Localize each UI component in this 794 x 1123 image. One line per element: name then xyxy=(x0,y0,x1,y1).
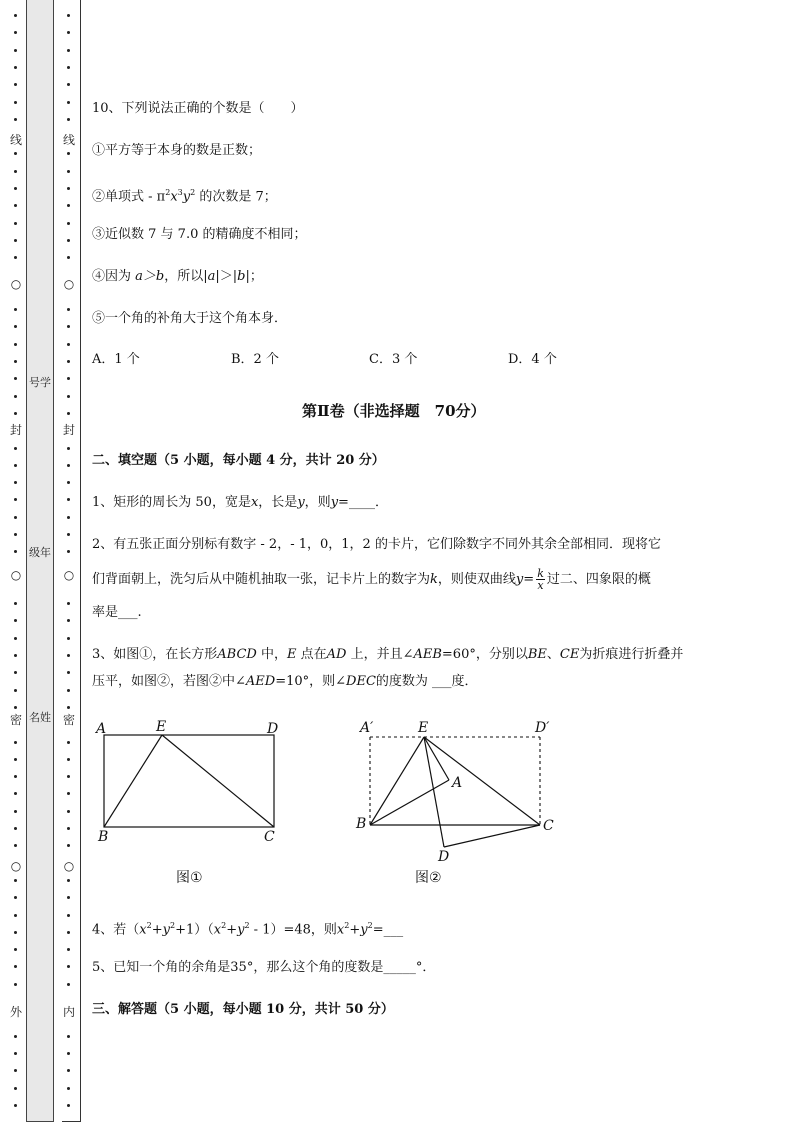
inner-mark-4: 密 xyxy=(62,713,75,727)
cut-line-dot xyxy=(67,152,70,155)
cut-line-dot xyxy=(14,931,17,934)
outer-mark-1: ○ xyxy=(10,277,22,291)
cut-line-dot xyxy=(67,844,70,847)
cut-line-dot xyxy=(67,792,70,795)
cut-line-dot xyxy=(14,222,17,225)
fill-question-3-line-1: 3、如图①，在长方形ABCD 中，E 点在AD 上，并且∠AEB=60°，分别以BE、CE为折痕进行折叠并 xyxy=(92,647,684,662)
cut-line-dot xyxy=(14,654,17,657)
margin-border-line xyxy=(80,0,81,1121)
choice-a[interactable]: A．1 个 xyxy=(92,352,140,367)
cut-line-dot xyxy=(14,689,17,692)
cut-line-dot xyxy=(14,741,17,744)
cut-line-dot xyxy=(14,516,17,519)
figure-1-rectangle xyxy=(92,715,292,845)
margin-bottom-tick xyxy=(62,1121,81,1122)
fig2-label-c: C xyxy=(543,818,554,834)
cut-line-dot xyxy=(67,619,70,622)
cut-line-dot xyxy=(14,412,17,415)
cut-line-dot xyxy=(14,844,17,847)
cut-line-dot xyxy=(67,602,70,605)
cut-line-dot xyxy=(67,654,70,657)
fig1-label-c: C xyxy=(264,829,275,845)
cut-line-dot xyxy=(67,14,70,17)
cut-line-dot xyxy=(14,49,17,52)
cut-line-dot xyxy=(67,948,70,951)
cut-line-dot xyxy=(67,533,70,536)
fig1-label-a: A xyxy=(96,721,107,737)
figure-2-folded-rectangle xyxy=(352,715,562,865)
cut-line-dot xyxy=(67,222,70,225)
cut-line-dot xyxy=(14,1069,17,1072)
fig1-label-d: D xyxy=(267,721,279,737)
cut-line-dot xyxy=(67,481,70,484)
cut-line-dot xyxy=(14,948,17,951)
fig2-label-e: E xyxy=(418,720,429,736)
cut-line-dot xyxy=(67,187,70,190)
choice-c[interactable]: C．3 个 xyxy=(369,352,418,367)
cut-line-dot xyxy=(67,343,70,346)
figure-1-caption: 图① xyxy=(176,870,203,886)
cut-line-dot xyxy=(67,412,70,415)
q10-statement-3: ③近似数 7 与 7.0 的精确度不相同； xyxy=(92,227,307,242)
cut-line-dot xyxy=(67,498,70,501)
cut-line-dot xyxy=(67,83,70,86)
label-grade: 级年 xyxy=(29,546,51,559)
inner-mark-5: ○ xyxy=(63,859,75,873)
cut-line-dot xyxy=(67,1104,70,1107)
segment-ab xyxy=(370,780,449,825)
cut-line-dot xyxy=(67,31,70,34)
cut-line-dot xyxy=(14,1035,17,1038)
fraction-k-over-x: $\frac{k}{x}$ xyxy=(537,567,544,592)
cut-line-dot xyxy=(67,447,70,450)
cut-line-dot xyxy=(14,118,17,121)
cut-line-dot xyxy=(67,395,70,398)
cut-line-dot xyxy=(67,931,70,934)
choice-d[interactable]: D．4 个 xyxy=(508,352,557,367)
q10-statement-2: ②单项式 - $\pi^2x^3y^2$ 的次数是 7； xyxy=(92,188,277,205)
cut-line-dot xyxy=(67,671,70,674)
segment-eb xyxy=(104,735,162,827)
cut-line-dot xyxy=(67,170,70,173)
cut-line-dot xyxy=(14,14,17,17)
inner-dotted-cut-line xyxy=(62,0,76,1123)
cut-line-dot xyxy=(14,879,17,882)
cut-line-dot xyxy=(14,464,17,467)
q10-statement-4: ④因为 a＞b，所以|a|＞|b|； xyxy=(92,269,263,284)
part-2-title: 第Ⅱ卷（非选择题 70分） xyxy=(302,402,486,420)
cut-line-dot xyxy=(67,689,70,692)
cut-line-dot xyxy=(67,464,70,467)
fill-question-2-line-1: 2、有五张正面分别标有数字 - 2，- 1，0，1，2 的卡片，它们除数字不同外其余全部相同．现将它 xyxy=(92,537,661,552)
gutter-gray-bar xyxy=(26,0,54,1122)
section-2-heading: 二、填空题（5 小题，每小题 4 分，共计 20 分） xyxy=(92,453,385,468)
cut-line-dot xyxy=(14,204,17,207)
outer-mark-4: 密 xyxy=(9,713,22,727)
fig2-label-a: A xyxy=(452,775,463,791)
cut-line-dot xyxy=(14,498,17,501)
cut-line-dot xyxy=(67,377,70,380)
cut-line-dot xyxy=(14,308,17,311)
cut-line-dot xyxy=(67,118,70,121)
cut-line-dot xyxy=(14,1104,17,1107)
cut-line-dot xyxy=(67,66,70,69)
cut-line-dot xyxy=(14,256,17,259)
cut-line-dot xyxy=(14,325,17,328)
cut-line-dot xyxy=(14,377,17,380)
cut-line-dot xyxy=(14,152,17,155)
cut-line-dot xyxy=(14,447,17,450)
cut-line-dot xyxy=(14,810,17,813)
q10-statement-5: ⑤一个角的补角大于这个角本身． xyxy=(92,311,288,326)
outer-mark-5: ○ xyxy=(10,859,22,873)
inner-mark-1: ○ xyxy=(63,277,75,291)
cut-line-dot xyxy=(14,187,17,190)
cut-line-dot xyxy=(67,204,70,207)
cut-line-dot xyxy=(67,1035,70,1038)
cut-line-dot xyxy=(14,550,17,553)
cut-line-dot xyxy=(67,706,70,709)
cut-line-dot xyxy=(14,1052,17,1055)
fill-question-1: 1、矩形的周长为 50，宽是x，长是y，则y=____． xyxy=(92,495,388,510)
cut-line-dot xyxy=(14,66,17,69)
cut-line-dot xyxy=(14,792,17,795)
fill-question-3-line-2: 压平，如图②，若图②中∠AED=10°，则∠DEC的度数为 ___度． xyxy=(92,674,478,689)
fig2-label-b: B xyxy=(356,816,367,832)
cut-line-dot xyxy=(67,1069,70,1072)
cut-line-dot xyxy=(67,758,70,761)
fig2-label-a-prime: A′ xyxy=(360,720,374,736)
inner-mark-0: 线 xyxy=(62,133,75,147)
fill-question-5: 5、已知一个角的余角是35°，那么这个角的度数是_____°． xyxy=(92,960,436,975)
cut-line-dot xyxy=(67,637,70,640)
cut-line-dot xyxy=(67,965,70,968)
fig2-label-d: D xyxy=(438,849,450,865)
cut-line-dot xyxy=(14,914,17,917)
fill-question-4: 4、若$(x^2+y^2+1)(x^2+y^2 - 1)=48$，则$x^2+y^2=\_\_\_$ xyxy=(92,921,404,938)
segment-dc xyxy=(444,825,540,847)
label-student-number: 号学 xyxy=(29,376,51,389)
cut-line-dot xyxy=(14,101,17,104)
binding-margin xyxy=(0,0,84,1123)
cut-line-dot xyxy=(14,983,17,986)
cut-line-dot xyxy=(14,83,17,86)
cut-line-dot xyxy=(14,602,17,605)
cut-line-dot xyxy=(14,360,17,363)
cut-line-dot xyxy=(67,49,70,52)
fill-question-2-line-3: 率是___. xyxy=(92,605,142,620)
q10-stem: 10、下列说法正确的个数是（ ） xyxy=(92,101,304,116)
cut-line-dot xyxy=(14,827,17,830)
cut-line-dot xyxy=(14,170,17,173)
cut-line-dot xyxy=(67,879,70,882)
cut-line-dot xyxy=(14,619,17,622)
cut-line-dot xyxy=(14,395,17,398)
fill-question-2-line-2: 们背面朝上，洗匀后从中随机抽取一张，记卡片上的数字为k，则使双曲线y= $\frac{k}{x}$ 过二、四象限的概 xyxy=(92,567,651,592)
cut-line-dot xyxy=(14,671,17,674)
cut-line-dot xyxy=(14,533,17,536)
segment-eb xyxy=(370,737,424,825)
cut-line-dot xyxy=(67,239,70,242)
inner-mark-2: 封 xyxy=(62,423,75,437)
section-3-heading: 三、解答题（5 小题，每小题 10 分，共计 50 分） xyxy=(92,1002,394,1017)
fig1-label-b: B xyxy=(98,829,109,845)
cut-line-dot xyxy=(14,965,17,968)
inner-mark-6: 内 xyxy=(62,1005,75,1019)
cut-line-dot xyxy=(67,325,70,328)
outer-mark-0: 线 xyxy=(9,133,22,147)
cut-line-dot xyxy=(67,741,70,744)
fig2-label-d-prime: D′ xyxy=(535,720,550,736)
cut-line-dot xyxy=(14,239,17,242)
cut-line-dot xyxy=(14,31,17,34)
cut-line-dot xyxy=(67,775,70,778)
cut-line-dot xyxy=(67,1052,70,1055)
fig1-label-e: E xyxy=(156,719,167,735)
label-name: 名姓 xyxy=(29,711,51,724)
cut-line-dot xyxy=(14,775,17,778)
cut-line-dot xyxy=(14,758,17,761)
choice-b[interactable]: B．2 个 xyxy=(231,352,279,367)
outer-mark-2: 封 xyxy=(9,423,22,437)
outer-mark-6: 外 xyxy=(9,1005,22,1019)
cut-line-dot xyxy=(67,896,70,899)
cut-line-dot xyxy=(67,256,70,259)
cut-line-dot xyxy=(14,343,17,346)
cut-line-dot xyxy=(14,1087,17,1090)
cut-line-dot xyxy=(67,810,70,813)
inner-mark-3: ○ xyxy=(63,568,75,582)
cut-line-dot xyxy=(67,1087,70,1090)
outer-mark-3: ○ xyxy=(10,568,22,582)
cut-line-dot xyxy=(67,101,70,104)
cut-line-dot xyxy=(67,827,70,830)
outer-dotted-cut-line xyxy=(9,0,23,1123)
cut-line-dot xyxy=(14,637,17,640)
rectangle-abcd xyxy=(104,735,274,827)
cut-line-dot xyxy=(67,983,70,986)
cut-line-dot xyxy=(67,308,70,311)
q10-statement-1: ①平方等于本身的数是正数； xyxy=(92,143,262,158)
cut-line-dot xyxy=(14,896,17,899)
cut-line-dot xyxy=(67,914,70,917)
cut-line-dot xyxy=(67,516,70,519)
figure-2-caption: 图② xyxy=(415,870,442,886)
cut-line-dot xyxy=(67,550,70,553)
cut-line-dot xyxy=(14,481,17,484)
cut-line-dot xyxy=(67,360,70,363)
segment-ec xyxy=(424,737,540,825)
segment-ec xyxy=(162,735,274,827)
cut-line-dot xyxy=(14,706,17,709)
